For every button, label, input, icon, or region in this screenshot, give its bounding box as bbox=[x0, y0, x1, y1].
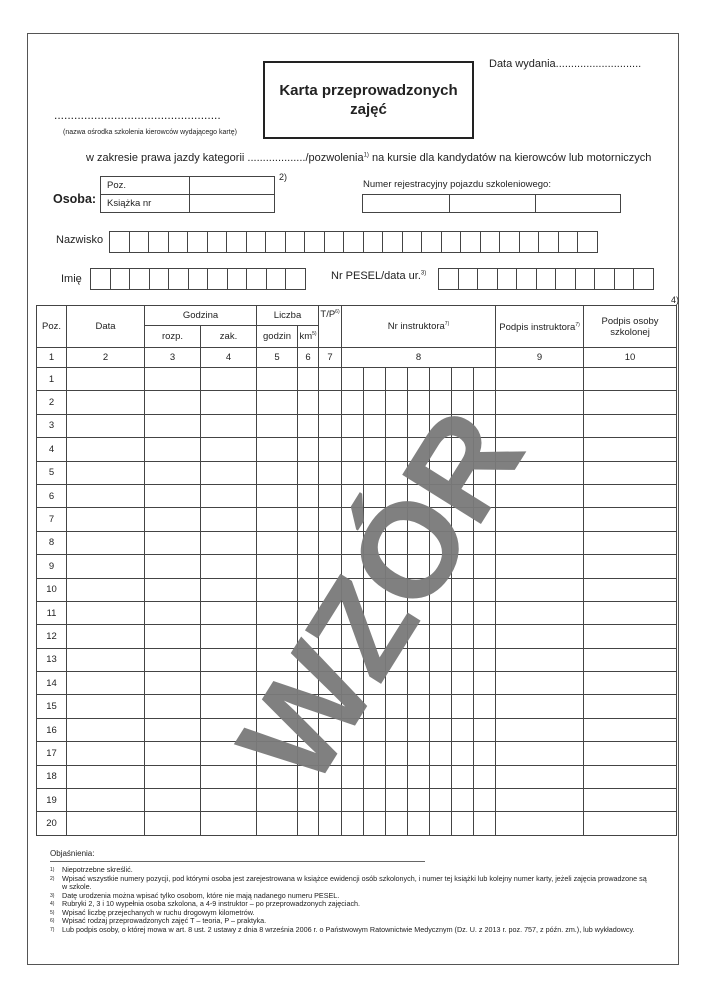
table-cell[interactable] bbox=[201, 625, 257, 648]
table-cell[interactable] bbox=[584, 484, 677, 507]
table-cell[interactable] bbox=[584, 368, 677, 391]
footnote-text: Lub podpis osoby, o której mowa w art. 8 ust. 2 ustawy z dnia 8 września 2006 r. o Państwowym Ratownictwie Medycznym (Dz. U. z 2013 r. poz. 757, z późn. zm.), lub wykładowcy. bbox=[62, 924, 635, 934]
table-cell[interactable] bbox=[474, 648, 496, 671]
row-number: 7 bbox=[37, 508, 67, 531]
table-cell[interactable] bbox=[474, 391, 496, 414]
table-cell[interactable] bbox=[319, 414, 342, 437]
table-cell[interactable] bbox=[408, 789, 430, 812]
table-cell[interactable] bbox=[145, 578, 201, 601]
table-cell[interactable] bbox=[298, 414, 319, 437]
table-cell[interactable] bbox=[201, 531, 257, 554]
row-number: 15 bbox=[37, 695, 67, 718]
table-cell[interactable] bbox=[496, 555, 584, 578]
table-cell[interactable] bbox=[584, 391, 677, 414]
pesel-label: Nr PESEL/data ur.$^{3)}$ bbox=[331, 270, 427, 282]
footnote-number: 3) bbox=[50, 892, 55, 899]
h-godzina: Godzina bbox=[145, 306, 257, 326]
table-cell[interactable] bbox=[408, 718, 430, 741]
table-cell[interactable] bbox=[67, 438, 145, 461]
table-cell[interactable] bbox=[452, 672, 474, 695]
row-number: 12 bbox=[37, 625, 67, 648]
table-cell[interactable] bbox=[201, 391, 257, 414]
footnote-number: 2) bbox=[50, 875, 55, 882]
table-cell[interactable] bbox=[67, 601, 145, 624]
table-cell[interactable] bbox=[67, 391, 145, 414]
table-cell[interactable] bbox=[584, 695, 677, 718]
row-number: 5 bbox=[37, 461, 67, 484]
table-cell[interactable] bbox=[496, 695, 584, 718]
table-cell[interactable] bbox=[67, 648, 145, 671]
table-cell[interactable] bbox=[584, 672, 677, 695]
table-cell[interactable] bbox=[430, 765, 452, 788]
footnote-text: Wpisać wszystkie numery pozycji, pod którymi osoba jest zarejestrowana w książce ewidencji osób szkolonych, i numer tej książki lub kolejny numer karty, jeżeli zajęcia prowadzone są w szkole. bbox=[62, 873, 647, 891]
table-cell[interactable] bbox=[257, 484, 298, 507]
reg-number-label: Numer rejestracyjny pojazdu szkoleniowego: bbox=[363, 179, 551, 190]
col-num: 9 bbox=[496, 348, 584, 368]
table-row bbox=[37, 391, 677, 414]
table-row bbox=[37, 368, 677, 391]
table-cell[interactable] bbox=[364, 812, 386, 835]
row-number: 13 bbox=[37, 648, 67, 671]
row-number: 11 bbox=[37, 601, 67, 624]
footnotes-divider bbox=[50, 861, 425, 862]
table-cell[interactable] bbox=[298, 438, 319, 461]
table-cell[interactable] bbox=[452, 718, 474, 741]
table-cell[interactable] bbox=[298, 531, 319, 554]
footnote-text: Rubryki 2, 3 i 10 wypełnia osoba szkolona, a 4-9 instruktor – po przeprowadzonych zajęciach. bbox=[62, 899, 361, 908]
table-cell[interactable] bbox=[474, 672, 496, 695]
table-cell[interactable] bbox=[145, 625, 201, 648]
footnote-text: Wpisać rodzaj przeprowadzonych zajęć T – teoria, P – praktyka. bbox=[62, 916, 267, 925]
wzor-watermark: WZÓR bbox=[209, 386, 552, 809]
poz-label: Poz. bbox=[107, 180, 127, 191]
table-cell[interactable] bbox=[319, 812, 342, 835]
table-cell[interactable] bbox=[145, 718, 201, 741]
table-cell[interactable] bbox=[452, 625, 474, 648]
h-podpis-osoby: Podpis osoby szkolonej bbox=[584, 306, 677, 348]
table-row bbox=[37, 789, 677, 812]
table-cell[interactable] bbox=[342, 414, 364, 437]
table-cell[interactable] bbox=[201, 601, 257, 624]
table-cell[interactable] bbox=[452, 368, 474, 391]
table-cell[interactable] bbox=[342, 438, 364, 461]
table-cell[interactable] bbox=[584, 765, 677, 788]
table-cell[interactable] bbox=[584, 625, 677, 648]
table-row bbox=[37, 812, 677, 835]
table-cell[interactable] bbox=[145, 484, 201, 507]
table-cell[interactable] bbox=[496, 812, 584, 835]
table-cell[interactable] bbox=[257, 555, 298, 578]
table-cell[interactable] bbox=[342, 812, 364, 835]
table-cell[interactable] bbox=[201, 555, 257, 578]
table-cell[interactable] bbox=[474, 695, 496, 718]
table-cell[interactable] bbox=[584, 742, 677, 765]
table-cell[interactable] bbox=[452, 765, 474, 788]
footnote-number: 5) bbox=[50, 909, 55, 916]
table-cell[interactable] bbox=[145, 555, 201, 578]
row-number: 19 bbox=[37, 789, 67, 812]
table-cell[interactable] bbox=[496, 742, 584, 765]
table-cell[interactable] bbox=[474, 625, 496, 648]
table-cell[interactable] bbox=[452, 648, 474, 671]
table-cell[interactable] bbox=[145, 789, 201, 812]
footnote-number: 7) bbox=[50, 926, 55, 933]
table-cell[interactable] bbox=[584, 531, 677, 554]
surname-cells[interactable] bbox=[109, 231, 597, 253]
table-cell[interactable] bbox=[452, 695, 474, 718]
document-title: Karta przeprowadzonych zajęć bbox=[263, 61, 474, 139]
table-cell[interactable] bbox=[257, 508, 298, 531]
table-cell[interactable] bbox=[67, 789, 145, 812]
table-cell[interactable] bbox=[474, 368, 496, 391]
table-cell[interactable] bbox=[474, 742, 496, 765]
footnote-text: Wpisać liczbę przejechanych w ruchu drogowym kilometrów. bbox=[62, 907, 255, 917]
table-cell[interactable] bbox=[257, 812, 298, 835]
h-instructor-number: Nr instruktora$^{7)}$ bbox=[342, 306, 496, 348]
name-label: Imię bbox=[61, 273, 82, 285]
table-cell[interactable] bbox=[145, 742, 201, 765]
row-number: 17 bbox=[37, 742, 67, 765]
table-cell[interactable] bbox=[430, 742, 452, 765]
book-label: Książka nr bbox=[107, 198, 152, 209]
table-cell[interactable] bbox=[584, 601, 677, 624]
h-data: Data bbox=[67, 306, 145, 348]
center-name-caption: (nazwa ośrodka szkolenia kierowców wydającego kartę) bbox=[63, 129, 237, 136]
table-cell[interactable] bbox=[584, 648, 677, 671]
table-cell[interactable] bbox=[67, 695, 145, 718]
table-cell[interactable] bbox=[430, 695, 452, 718]
table-cell[interactable] bbox=[67, 812, 145, 835]
h-rozp: rozp. bbox=[145, 326, 201, 348]
table-cell[interactable] bbox=[257, 461, 298, 484]
table-cell[interactable] bbox=[474, 601, 496, 624]
note-2: 2) bbox=[279, 172, 288, 182]
row-number: 8 bbox=[37, 531, 67, 554]
table-cell[interactable] bbox=[145, 368, 201, 391]
table-cell[interactable] bbox=[496, 578, 584, 601]
col-num: 10 bbox=[584, 348, 677, 368]
col-num: 8 bbox=[342, 348, 496, 368]
h-podpis-instruktora: Podpis instruktora$^{7)}$ bbox=[496, 306, 584, 348]
table-cell[interactable] bbox=[257, 438, 298, 461]
table-cell[interactable] bbox=[257, 391, 298, 414]
table-cell[interactable] bbox=[298, 508, 319, 531]
table-cell[interactable] bbox=[67, 672, 145, 695]
col-num: 3 bbox=[145, 348, 201, 368]
scope-line: w zakresie prawa jazdy kategorii .................../pozwolenia$^{1)}$ na kursie dla kandydatów na kierowców lub motorniczych bbox=[86, 152, 652, 164]
table-cell[interactable] bbox=[67, 555, 145, 578]
table-cell[interactable] bbox=[584, 461, 677, 484]
table-cell[interactable] bbox=[430, 812, 452, 835]
table-cell[interactable] bbox=[201, 578, 257, 601]
col-num: 1 bbox=[37, 348, 67, 368]
table-row bbox=[37, 461, 677, 484]
table-cell[interactable] bbox=[319, 461, 342, 484]
table-cell[interactable] bbox=[67, 368, 145, 391]
osoba-box bbox=[100, 176, 275, 213]
table-cell[interactable] bbox=[257, 531, 298, 554]
table-cell[interactable] bbox=[474, 765, 496, 788]
table-cell[interactable] bbox=[364, 789, 386, 812]
h-poz: Poz. bbox=[37, 306, 67, 348]
table-cell[interactable] bbox=[257, 368, 298, 391]
table-cell[interactable] bbox=[496, 648, 584, 671]
table-cell[interactable] bbox=[145, 648, 201, 671]
table-cell[interactable] bbox=[408, 812, 430, 835]
table-cell[interactable] bbox=[584, 555, 677, 578]
table-cell[interactable] bbox=[364, 368, 386, 391]
surname-label: Nazwisko bbox=[56, 234, 104, 246]
table-cell[interactable] bbox=[201, 508, 257, 531]
table-cell[interactable] bbox=[430, 789, 452, 812]
table-cell[interactable] bbox=[496, 391, 584, 414]
h-tp: $T/P^{6)}$ bbox=[319, 306, 342, 348]
table-cell[interactable] bbox=[298, 391, 319, 414]
table-cell[interactable] bbox=[145, 508, 201, 531]
row-number: 3 bbox=[37, 414, 67, 437]
table-cell[interactable] bbox=[496, 789, 584, 812]
table-cell[interactable] bbox=[319, 368, 342, 391]
table-cell[interactable] bbox=[201, 765, 257, 788]
table-cell[interactable] bbox=[408, 695, 430, 718]
table-cell[interactable] bbox=[67, 508, 145, 531]
table-cell[interactable] bbox=[145, 765, 201, 788]
table-cell[interactable] bbox=[342, 368, 364, 391]
table-cell[interactable] bbox=[201, 414, 257, 437]
table-cell[interactable] bbox=[145, 672, 201, 695]
table-cell[interactable] bbox=[364, 765, 386, 788]
table-cell[interactable] bbox=[386, 765, 408, 788]
table-cell[interactable] bbox=[67, 461, 145, 484]
table-cell[interactable] bbox=[584, 578, 677, 601]
table-cell[interactable] bbox=[201, 368, 257, 391]
pesel-cells[interactable] bbox=[438, 268, 653, 290]
table-cell[interactable] bbox=[67, 578, 145, 601]
table-cell[interactable] bbox=[584, 508, 677, 531]
table-cell[interactable] bbox=[201, 812, 257, 835]
table-cell[interactable] bbox=[201, 789, 257, 812]
table-cell[interactable] bbox=[201, 438, 257, 461]
table-cell[interactable] bbox=[496, 368, 584, 391]
table-cell[interactable] bbox=[584, 789, 677, 812]
column-number-row bbox=[37, 348, 677, 368]
table-cell[interactable] bbox=[584, 414, 677, 437]
table-cell[interactable] bbox=[386, 742, 408, 765]
table-cell[interactable] bbox=[298, 368, 319, 391]
row-number: 14 bbox=[37, 672, 67, 695]
footnote-text: Niepotrzebne skreślić. bbox=[62, 865, 133, 874]
table-cell[interactable] bbox=[298, 484, 319, 507]
table-cell[interactable] bbox=[145, 391, 201, 414]
row-number: 4 bbox=[37, 438, 67, 461]
table-cell[interactable] bbox=[319, 438, 342, 461]
h-liczba: Liczba bbox=[257, 306, 319, 326]
footnote-number: 6) bbox=[50, 918, 55, 924]
table-cell[interactable] bbox=[474, 789, 496, 812]
row-number: 9 bbox=[37, 555, 67, 578]
table-cell[interactable] bbox=[257, 789, 298, 812]
table-cell[interactable] bbox=[364, 414, 386, 437]
table-cell[interactable] bbox=[145, 812, 201, 835]
footnote-item bbox=[50, 926, 650, 935]
footnotes-heading: Objaśnienia: bbox=[50, 849, 95, 858]
footnote-number: 4) bbox=[50, 901, 55, 907]
col-num: 4 bbox=[201, 348, 257, 368]
center-name-line: .................................................. bbox=[54, 108, 221, 122]
table-cell[interactable] bbox=[496, 672, 584, 695]
footnote-number: 1) bbox=[50, 867, 55, 873]
table-cell[interactable] bbox=[257, 414, 298, 437]
row-number: 18 bbox=[37, 765, 67, 788]
col-num: 2 bbox=[67, 348, 145, 368]
table-cell[interactable] bbox=[496, 625, 584, 648]
table-cell[interactable] bbox=[145, 461, 201, 484]
table-cell[interactable] bbox=[474, 718, 496, 741]
table-cell[interactable] bbox=[496, 414, 584, 437]
table-cell[interactable] bbox=[430, 672, 452, 695]
table-cell[interactable] bbox=[386, 812, 408, 835]
row-number: 20 bbox=[37, 812, 67, 835]
col-num: 6 bbox=[298, 348, 319, 368]
row-number: 1 bbox=[37, 368, 67, 391]
table-cell[interactable] bbox=[452, 742, 474, 765]
table-cell[interactable] bbox=[364, 391, 386, 414]
table-cell[interactable] bbox=[145, 438, 201, 461]
table-cell[interactable] bbox=[319, 391, 342, 414]
table-cell[interactable] bbox=[584, 812, 677, 835]
table-cell[interactable] bbox=[67, 625, 145, 648]
table-cell[interactable] bbox=[67, 531, 145, 554]
col-num: 5 bbox=[257, 348, 298, 368]
table-cell[interactable] bbox=[386, 368, 408, 391]
table-cell[interactable] bbox=[201, 484, 257, 507]
table-cell[interactable] bbox=[452, 812, 474, 835]
table-cell[interactable] bbox=[145, 601, 201, 624]
col-num: 7 bbox=[319, 348, 342, 368]
table-cell[interactable] bbox=[584, 438, 677, 461]
h-godzin: godzin bbox=[257, 326, 298, 348]
footnotes-list bbox=[50, 866, 650, 934]
table-cell[interactable] bbox=[474, 812, 496, 835]
table-cell[interactable] bbox=[145, 414, 201, 437]
name-cells[interactable] bbox=[90, 268, 305, 290]
table-cell[interactable] bbox=[319, 484, 342, 507]
table-cell[interactable] bbox=[298, 812, 319, 835]
table-cell[interactable] bbox=[67, 742, 145, 765]
table-cell[interactable] bbox=[67, 484, 145, 507]
table-row bbox=[37, 414, 677, 437]
h-km: $km^{5)}$ bbox=[298, 326, 319, 348]
table-cell[interactable] bbox=[430, 368, 452, 391]
table-cell[interactable] bbox=[67, 414, 145, 437]
row-number: 10 bbox=[37, 578, 67, 601]
table-cell[interactable] bbox=[298, 461, 319, 484]
footnote-item bbox=[50, 875, 650, 892]
table-cell[interactable] bbox=[67, 765, 145, 788]
table-cell[interactable] bbox=[452, 789, 474, 812]
issue-date-label: Data wydania............................ bbox=[489, 58, 642, 70]
reg-number-field[interactable] bbox=[362, 194, 621, 213]
row-number: 2 bbox=[37, 391, 67, 414]
table-cell[interactable] bbox=[201, 461, 257, 484]
table-cell[interactable] bbox=[496, 718, 584, 741]
table-cell[interactable] bbox=[67, 718, 145, 741]
footnote-text: Datę urodzenia można wpisać tylko osobom, które nie mają nadanego numeru PESEL. bbox=[62, 890, 340, 900]
row-number: 6 bbox=[37, 484, 67, 507]
table-cell[interactable] bbox=[386, 789, 408, 812]
table-cell[interactable] bbox=[496, 765, 584, 788]
h-zak: zak. bbox=[201, 326, 257, 348]
row-number: 16 bbox=[37, 718, 67, 741]
table-cell[interactable] bbox=[408, 742, 430, 765]
table-cell[interactable] bbox=[430, 718, 452, 741]
table-cell[interactable] bbox=[496, 601, 584, 624]
table-cell[interactable] bbox=[145, 531, 201, 554]
table-cell[interactable] bbox=[342, 391, 364, 414]
osoba-label: Osoba: bbox=[53, 192, 97, 206]
table-row bbox=[37, 438, 677, 461]
note-4: 4) bbox=[671, 295, 680, 305]
table-cell[interactable] bbox=[145, 695, 201, 718]
table-cell[interactable] bbox=[584, 718, 677, 741]
table-cell[interactable] bbox=[408, 765, 430, 788]
